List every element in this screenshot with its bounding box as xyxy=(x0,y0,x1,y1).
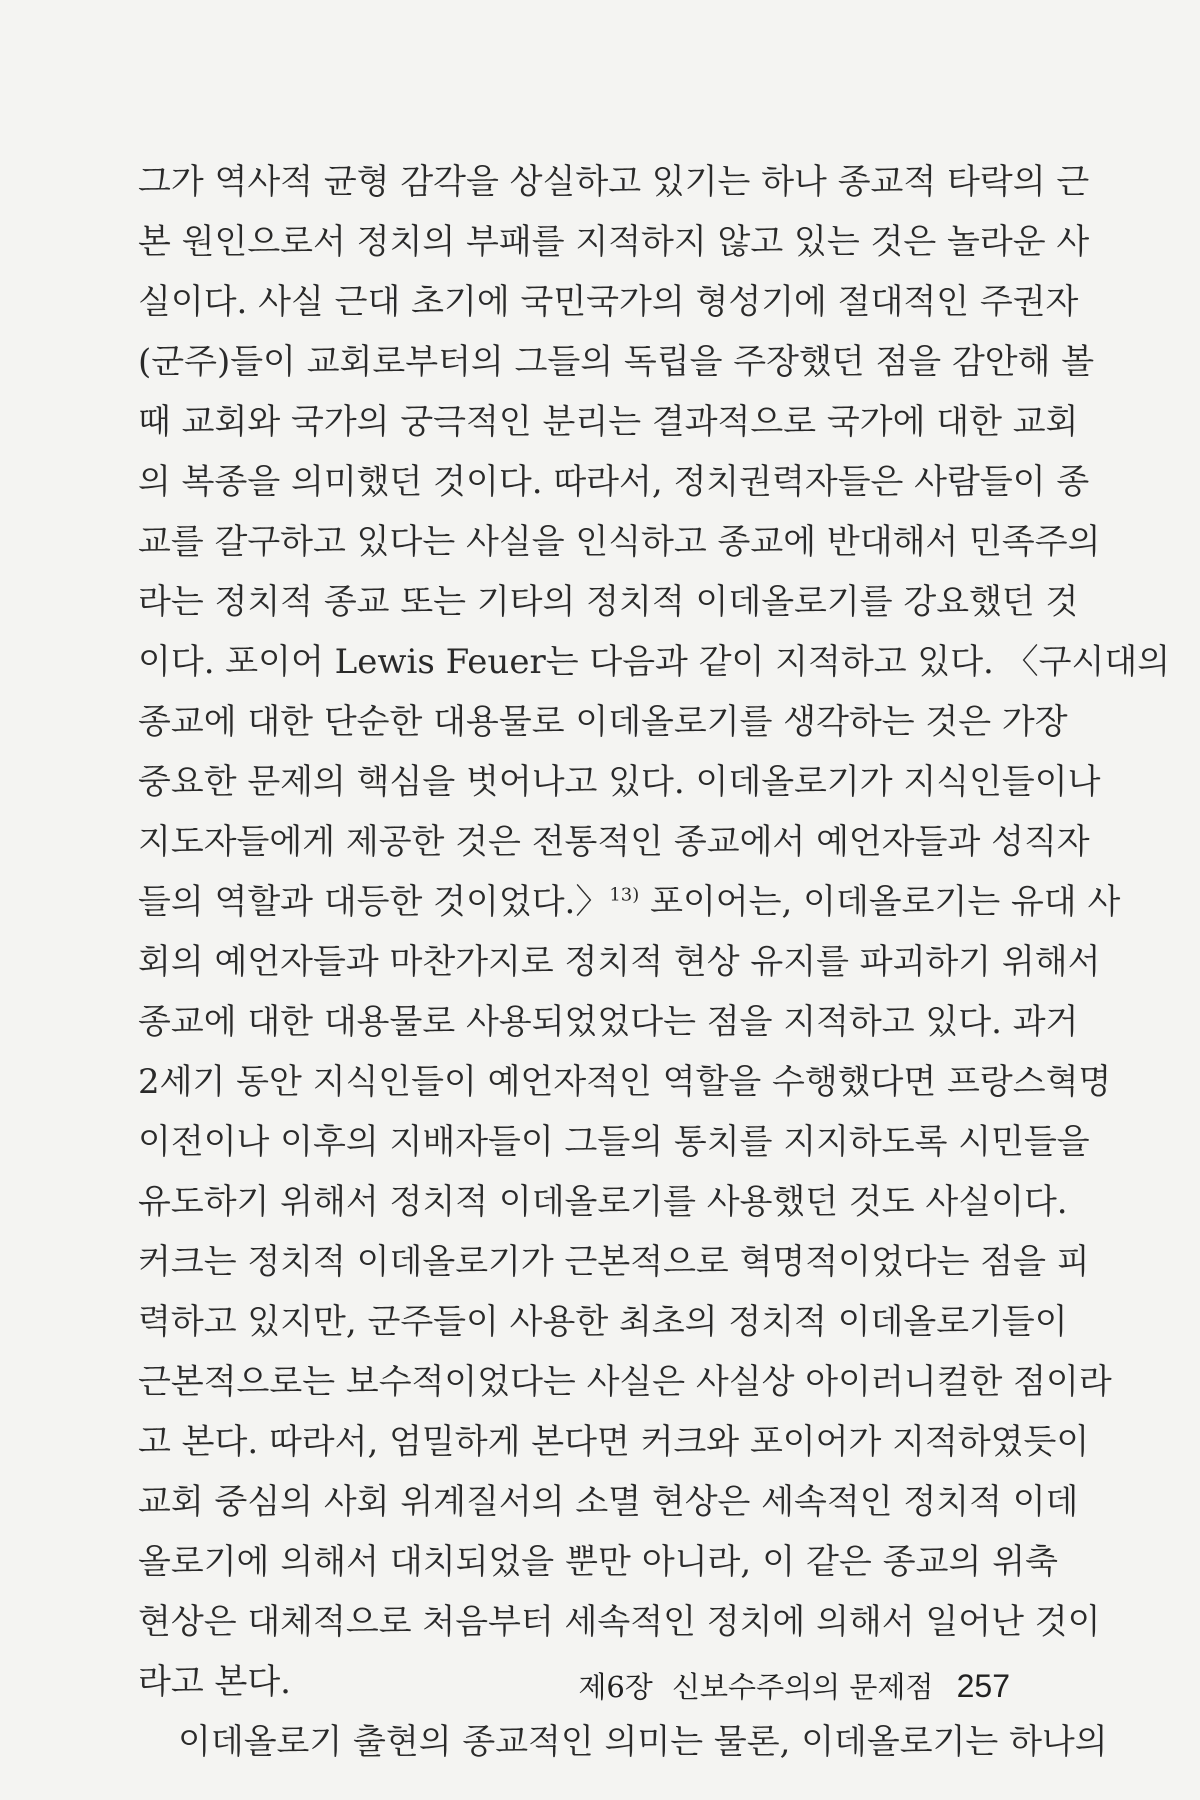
text-line: 회의 예언자들과 마찬가지로 정치적 현상 유지를 파괴하기 위해서 xyxy=(138,942,1101,982)
text-line: 그가 역사적 균형 감각을 상실하고 있기는 하나 종교적 타락의 근 xyxy=(138,162,1090,202)
text-line: 종교에 대한 단순한 대용물로 이데올로기를 생각하는 것은 가장 xyxy=(138,702,1068,742)
text-line: 교회 중심의 사회 위계질서의 소멸 현상은 세속적인 정치적 이데 xyxy=(138,1482,1079,1522)
line-continuation: 포이어는, 이데올로기는 유대 사 xyxy=(639,882,1121,922)
body-text xyxy=(138,152,1171,1772)
text-line: 고 본다. 따라서, 엄밀하게 본다면 커크와 포이어가 지적하였듯이 xyxy=(138,1422,1090,1462)
running-footer xyxy=(578,1665,1010,1706)
text-line: 실이다. 사실 근대 초기에 국민국가의 형성기에 절대적인 주권자 xyxy=(138,282,1079,322)
text-line: 올로기에 의해서 대치되었을 뿐만 아니라, 이 같은 종교의 위축 xyxy=(138,1542,1058,1582)
quote-end-text: 들의 역할과 대등한 것이었다.〉 xyxy=(138,882,610,922)
text-line: 커크는 정치적 이데올로기가 근본적으로 혁명적이었다는 점을 피 xyxy=(138,1242,1090,1282)
text-line: 력하고 있지만, 군주들이 사용한 최초의 정치적 이데올로기들이 xyxy=(138,1302,1068,1342)
chapter-label: 제6장 xyxy=(578,1670,653,1704)
paragraph-end-line: 라고 본다. xyxy=(138,1662,291,1702)
text-line-with-footnote xyxy=(138,872,1121,932)
text-line: 라는 정치적 종교 또는 기타의 정치적 이데올로기를 강요했던 것 xyxy=(138,582,1079,622)
text-line: 유도하기 위해서 정치적 이데올로기를 사용했던 것도 사실이다. xyxy=(138,1182,1068,1222)
chapter-title: 신보수주의의 문제점 xyxy=(672,1670,934,1704)
text-line: 중요한 문제의 핵심을 벗어나고 있다. 이데올로기가 지식인들이나 xyxy=(138,762,1101,802)
text-line: 때 교회와 국가의 궁극적인 분리는 결과적으로 국가에 대한 교회 xyxy=(138,402,1079,442)
footnote-reference[interactable]: 13) xyxy=(609,884,640,906)
text-line: 근본적으로는 보수적이었다는 사실은 사실상 아이러니컬한 점이라 xyxy=(138,1362,1112,1402)
text-line: 본 원인으로서 정치의 부패를 지적하지 않고 있는 것은 놀라운 사 xyxy=(138,222,1090,262)
text-line: 이전이나 이후의 지배자들이 그들의 통치를 지지하도록 시민들을 xyxy=(138,1122,1090,1162)
text-line: 교를 갈구하고 있다는 사실을 인식하고 종교에 반대해서 민족주의 xyxy=(138,522,1101,562)
text-line: 현상은 대체적으로 처음부터 세속적인 정치에 의해서 일어난 것이 xyxy=(138,1602,1101,1642)
page-number: 257 xyxy=(956,1668,1010,1704)
text-line: 의 복종을 의미했던 것이다. 따라서, 정치권력자들은 사람들이 종 xyxy=(138,462,1090,502)
text-line: 지도자들에게 제공한 것은 전통적인 종교에서 예언자들과 성직자 xyxy=(138,822,1090,862)
paragraph-start-line: 이데올로기 출현의 종교적인 의미는 물론, 이데올로기는 하나의 xyxy=(178,1722,1108,1762)
text-line: 종교에 대한 대용물로 사용되었었다는 점을 지적하고 있다. 과거 xyxy=(138,1002,1079,1042)
text-line: 이다. 포이어 Lewis Feuer는 다음과 같이 지적하고 있다. 〈구시대의 xyxy=(138,642,1171,682)
text-line: 2세기 동안 지식인들이 예언자적인 역할을 수행했다면 프랑스혁명 xyxy=(138,1062,1112,1102)
text-line: (군주)들이 교회로부터의 그들의 독립을 주장했던 점을 감안해 볼 xyxy=(138,342,1095,382)
